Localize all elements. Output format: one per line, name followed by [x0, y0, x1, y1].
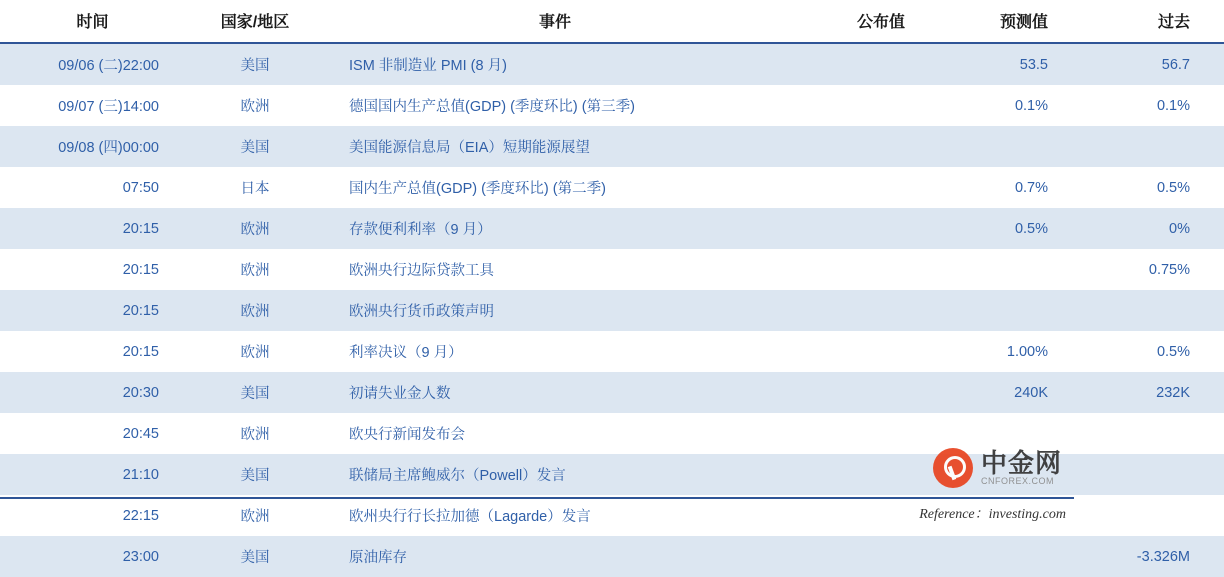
- cell-event: 欧州央行行长拉加德（Lagarde）发言: [325, 495, 785, 536]
- column-header-time: 时间: [0, 0, 185, 43]
- cell-previous: -3.326M: [1070, 536, 1224, 577]
- cell-region: 美国: [185, 536, 325, 577]
- cell-time: 20:30: [0, 372, 185, 413]
- table-row: [0, 413, 1224, 454]
- cell-actual: [785, 249, 923, 290]
- cell-region: 美国: [185, 372, 325, 413]
- cell-previous: [1070, 495, 1224, 536]
- cell-region: 欧洲: [185, 290, 325, 331]
- watermark-subtitle: CNFOREX.COM: [980, 475, 1054, 486]
- cell-event: 存款便利利率（9 月）: [325, 208, 785, 249]
- cell-time: 20:15: [0, 290, 185, 331]
- cell-time: 09/06 (二)22:00: [0, 43, 185, 85]
- cell-previous: 0.75%: [1070, 249, 1224, 290]
- cell-event: 欧洲央行货币政策声明: [325, 290, 785, 331]
- cell-time: 21:10: [0, 454, 185, 495]
- cell-region: 欧洲: [185, 495, 325, 536]
- cell-actual: [785, 331, 923, 372]
- cell-forecast: [923, 126, 1070, 167]
- cell-event: ISM 非制造业 PMI (8 月): [325, 43, 785, 85]
- table-row: [0, 372, 1224, 413]
- cell-actual: [785, 167, 923, 208]
- table-row: [0, 249, 1224, 290]
- cell-event: 欧央行新闻发布会: [325, 413, 785, 454]
- cell-region: 欧洲: [185, 249, 325, 290]
- cell-time: 09/07 (三)14:00: [0, 85, 185, 126]
- cell-event: 联储局主席鲍威尔（Powell）发言: [325, 454, 785, 495]
- table-row: [0, 454, 1224, 495]
- column-header-actual: 公布值: [785, 0, 923, 43]
- cell-previous: [1070, 126, 1224, 167]
- cell-actual: [785, 43, 923, 85]
- cell-previous: [1070, 290, 1224, 331]
- cell-forecast: 0.7%: [923, 167, 1070, 208]
- table-header: [0, 0, 1224, 43]
- cell-time: 20:15: [0, 208, 185, 249]
- cell-time: 20:45: [0, 413, 185, 454]
- table-row: [0, 167, 1224, 208]
- cell-previous: [1070, 413, 1224, 454]
- cell-forecast: [923, 536, 1070, 577]
- cell-forecast: [923, 413, 1070, 454]
- table-row: [0, 85, 1224, 126]
- watermark-title: 中金网: [980, 447, 1062, 478]
- cell-previous: 56.7: [1070, 43, 1224, 85]
- cell-forecast: 1.00%: [923, 331, 1070, 372]
- cell-actual: [785, 372, 923, 413]
- cell-event: 利率决议（9 月）: [325, 331, 785, 372]
- cell-event: 原油库存: [325, 536, 785, 577]
- cell-region: 美国: [185, 454, 325, 495]
- cell-time: 07:50: [0, 167, 185, 208]
- cell-time: 23:00: [0, 536, 185, 577]
- cell-forecast: [923, 454, 1070, 495]
- cell-event: 欧洲央行边际贷款工具: [325, 249, 785, 290]
- cell-actual: [785, 536, 923, 577]
- cell-actual: [785, 85, 923, 126]
- cell-event: 国内生产总值(GDP) (季度环比) (第二季): [325, 167, 785, 208]
- cell-region: 欧洲: [185, 208, 325, 249]
- cell-region: 美国: [185, 43, 325, 85]
- cell-event: 初请失业金人数: [325, 372, 785, 413]
- cell-previous: 0.5%: [1070, 331, 1224, 372]
- cell-region: 欧洲: [185, 413, 325, 454]
- cell-forecast: [923, 249, 1070, 290]
- cell-previous: 0%: [1070, 208, 1224, 249]
- column-header-event: 事件: [325, 0, 785, 43]
- cell-time: 22:15: [0, 495, 185, 536]
- cell-region: 欧洲: [185, 331, 325, 372]
- header-row: [0, 0, 1224, 43]
- cell-forecast: 240K: [923, 372, 1070, 413]
- cell-actual: [785, 413, 923, 454]
- cell-previous: 0.5%: [1070, 167, 1224, 208]
- cell-actual: [785, 208, 923, 249]
- reference-note: Reference：investing.com: [919, 507, 1066, 522]
- cell-previous: 232K: [1070, 372, 1224, 413]
- table-row: [0, 290, 1224, 331]
- cell-region: 欧洲: [185, 85, 325, 126]
- table-row: [0, 43, 1224, 85]
- cell-time: 20:15: [0, 249, 185, 290]
- cell-previous: [1070, 454, 1224, 495]
- cell-event: 美国能源信息局（EIA）短期能源展望: [325, 126, 785, 167]
- bottom-divider: [0, 497, 1074, 499]
- column-header-region: 国家/地区: [185, 0, 325, 43]
- cell-forecast: [923, 290, 1070, 331]
- cell-forecast: 53.5: [923, 43, 1070, 85]
- cell-time: 09/08 (四)00:00: [0, 126, 185, 167]
- cell-actual: [785, 290, 923, 331]
- cell-region: 日本: [185, 167, 325, 208]
- table-row: [0, 126, 1224, 167]
- table-row: [0, 208, 1224, 249]
- cell-actual: [785, 495, 923, 536]
- cell-forecast: 0.5%: [923, 208, 1070, 249]
- cell-forecast: 0.1%: [923, 85, 1070, 126]
- cell-previous: 0.1%: [1070, 85, 1224, 126]
- cell-actual: [785, 126, 923, 167]
- cell-region: 美国: [185, 126, 325, 167]
- table-row: [0, 536, 1224, 577]
- cell-actual: [785, 454, 923, 495]
- cell-event: 德国国内生产总值(GDP) (季度环比) (第三季): [325, 85, 785, 126]
- cell-time: 20:15: [0, 331, 185, 372]
- column-header-forecast: 预测值: [923, 0, 1070, 43]
- column-header-previous: 过去: [1070, 0, 1224, 43]
- table-row: [0, 331, 1224, 372]
